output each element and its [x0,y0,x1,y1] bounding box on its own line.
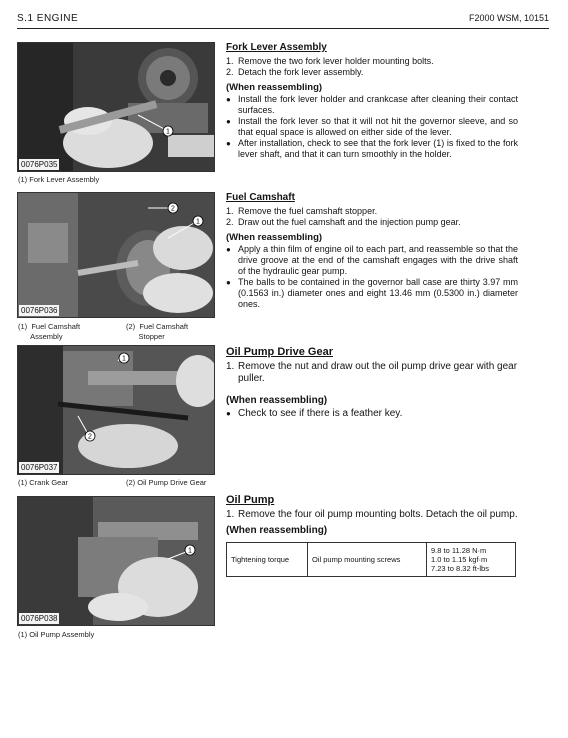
section-oil-pump-drive-gear [226,346,518,420]
torque-value-si: 9.8 to 11.28 N·m [431,546,487,555]
torque-item-cell: Oil pump mounting screws [308,543,427,577]
figure-id: 0076P037 [21,463,58,472]
step-list [226,206,518,228]
torque-value-kgf: 1.0 to 1.15 kgf·m [431,555,488,564]
section-title: Fuel Camshaft [226,192,295,203]
bullet-item: ● Apply a thin film of engine oil to each part, and reassemble so that the drive groove at the end of the camshaft engages with the drive shaft of the hydraulic gear pump. [226,244,518,277]
torque-table [226,542,516,577]
reassembly-heading: (When reassembling) [226,232,323,243]
figure-caption-1: (1) Fuel Camshaft Assembly [18,322,81,341]
oil-pump-photo-image [18,497,214,625]
fork-lever-photo-image [18,43,214,171]
figure-3-callout-2: 2 [88,433,92,441]
section-title: Oil Pump [226,494,275,506]
step-item: 1. Remove the nut and draw out the oil pump drive gear with gear puller. [226,361,518,384]
bullet-item: ● Install the fork lever so that it will not hit the governor sleeve, and so that equal space is allowed on either side of the lever. [226,116,518,138]
section-label: S.1 ENGINE [17,13,79,24]
section-title: Oil Pump Drive Gear [226,346,333,358]
section-fork-lever-assembly [226,42,518,160]
step-item: 2. Draw out the fuel camshaft and the injection pump gear. [226,217,461,227]
figure-1-callout: 1 [166,128,170,136]
step-list [226,56,518,78]
reassembly-bullets [226,94,518,160]
torque-value-cell [427,543,516,577]
step-item: 1. Remove the two fork lever holder mounting bolts. [226,56,434,66]
step-item: 1. Remove the fuel camshaft stopper. [226,206,378,216]
figure-id: 0076P035 [21,160,58,169]
bullet-item: ● The balls to be contained in the governor ball case are thirty 3.97 mm (0.1563 in.) diameter ones and eight 13.46 mm (0.5300 in.) diameter ones. [226,277,518,310]
section-fuel-camshaft [226,192,518,310]
reassembly-heading: (When reassembling) [226,395,328,406]
page-header [17,12,549,29]
figure-2-callout-1: 1 [196,218,200,226]
step-list [226,509,518,521]
reassembly-bullets [226,244,518,310]
figure-caption: (1) Oil Pump Assembly [18,630,95,639]
figure-fuel-camshaft-photo [17,192,215,318]
step-list [226,361,518,385]
figure-oil-pump-drive-gear-photo [17,345,215,475]
figure-4-callout-1: 1 [188,547,192,555]
figure-2-callout-2: 2 [171,205,175,213]
figure-caption: (1) Fork Lever Assembly [18,175,100,184]
figure-caption-2: (2) Fuel Camshaft Stopper [126,322,189,341]
figure-3-callout-1: 1 [122,355,126,363]
figure-fork-lever-photo [17,42,215,172]
torque-value-ftlbs: 7.23 to 8.32 ft-lbs [431,564,489,573]
bullet-item: ● After installation, check to see that the fork lever (1) is fixed to the fork lever shaft, and that it can turn smoothly in the holder. [226,138,518,160]
step-item: 2. Detach the fork lever assembly. [226,67,364,77]
reassembly-heading: (When reassembling) [226,525,328,536]
step-item: 1. Remove the four oil pump mounting bolts. Detach the oil pump. [226,509,518,520]
figure-oil-pump-photo [17,496,215,626]
fuel-camshaft-photo-image [18,193,214,317]
bullet-item: ● Check to see if there is a feather key. [226,408,518,420]
reassembly-bullets [226,408,518,420]
oil-pump-drive-gear-photo-image [18,346,214,474]
bullet-item: ● Install the fork lever holder and crankcase after cleaning their contact surfaces. [226,94,518,116]
torque-label-cell: Tightening torque [227,543,308,577]
table-row [227,543,516,577]
reassembly-heading: (When reassembling) [226,82,323,93]
figure-caption-2: (2) Oil Pump Drive Gear [126,478,207,487]
section-title: Fork Lever Assembly [226,42,327,53]
document-reference: F2000 WSM, 10151 [468,13,549,23]
section-oil-pump [226,494,518,577]
figure-caption-1: (1) Crank Gear [18,478,69,487]
figure-id: 0076P036 [21,306,58,315]
figure-id: 0076P038 [21,614,58,623]
